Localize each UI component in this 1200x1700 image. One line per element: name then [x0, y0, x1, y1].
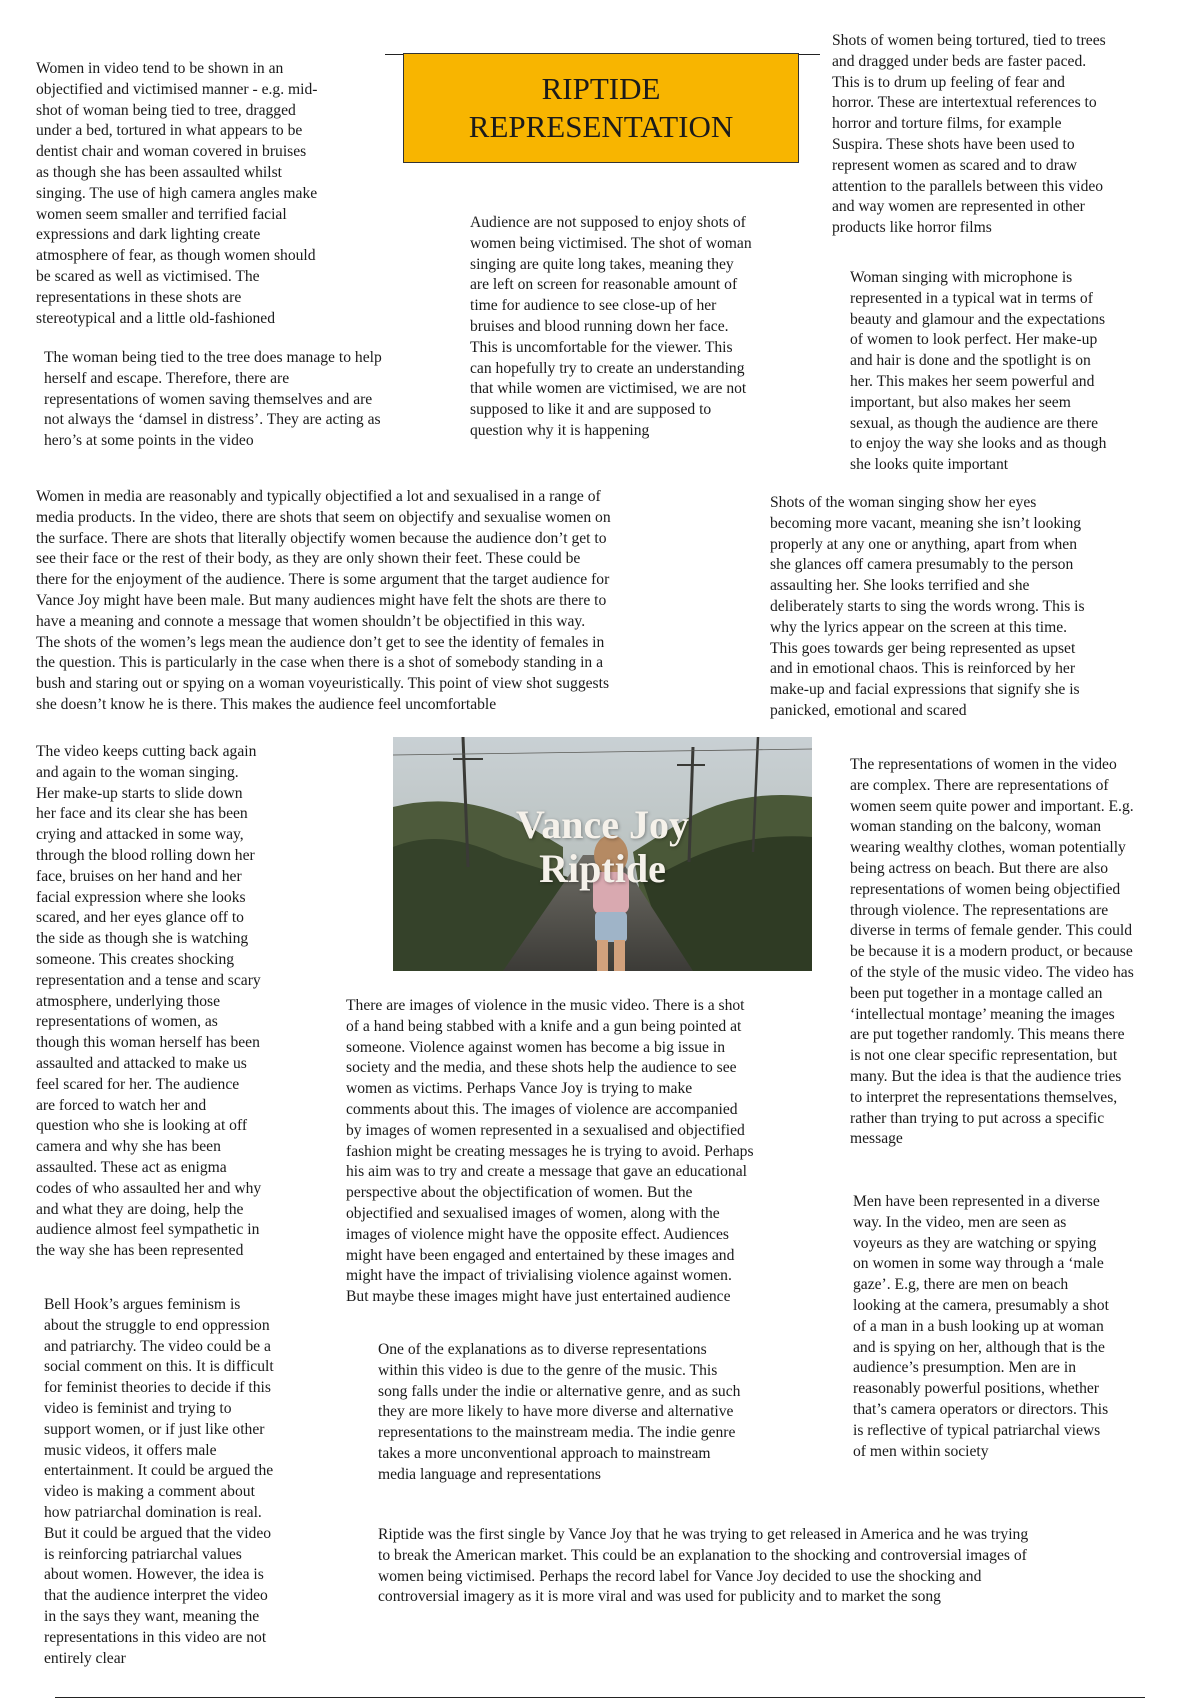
- paragraph-women-in-media: Women in media are reasonably and typically objectified a lot and sexualised in a range of media products. In the video, there are shots that seem on objectify and sexualise women on the surface. There are shots that literally objectify women because the audience don’t get to see their face or the rest of their body, as they are only shown their feet. These could be there for the enjoyment of the audience. There is some argument that the target audience for Vance Joy might have been male. But many audiences might have felt the shots are there to have a meaning and connote a message that women shouldn’t be objectified in this way. The shots of the women’s legs mean the audience don’t get to see the identity of females in the question. This is particularly in the case when there is a shot of somebody standing in a bush and staring out or spying on a woman voyeuristically. This point of view shot suggests she doesn’t know he is there. This makes the audience feel uncomfortable: [36, 488, 611, 713]
- paragraph-tree-escape: The woman being tied to the tree does manage to help herself and escape. Therefore, there are representations of women saving themselves and are not always the ‘damsel in distress’. They are acting as hero’s at some points in the video: [44, 349, 382, 450]
- paragraph-microphone: Woman singing with microphone is represented in a typical wat in terms of beauty and glamour and the expectations of women to look perfect. Her make-up and hair is done and the spotlight is on her. This makes her seem powerful and important, but also makes her seem sexual, as though the audience are there to enjoy the way she looks and as though she looks quite important: [850, 269, 1107, 474]
- paragraph-objectified-victimised: Women in video tend to be shown in an objectified and victimised manner - e.g. mid- shot of woman being tied to tree, dragged under a bed, tortured in what appears to be dentist chair and woman covered in bruises as though she has been assaulted whilst singing. The use of high camera angles make women seem smaller and terrified facial expressions and dark lighting create atmosphere of fear, as though women should be scared as well as victimised. The representations in these shots are stereotypical and a little old-fashioned: [36, 60, 318, 327]
- paragraph-vacant-eyes: Shots of the woman singing show her eyes becoming more vacant, meaning she isn’t looking properly at any one or anything, apart from when she glances off camera presumably to the person assaulting her. She looks terrified and she deliberately starts to sing the words wrong. This is why the lyrics appear on the screen at this time. This goes towards ger being represented as upset and in emotional chaos. This is reinforced by her make-up and facial expressions that signify she is panicked, emotional and scared: [770, 494, 1085, 719]
- paragraph-genre: One of the explanations as to diverse representations within this video is due to the genre of the music. This song falls under the indie or alternative genre, and as such they are more likely to have more diverse and alternative representations to the mainstream media. The indie genre takes a more unconventional approach to mainstream media language and representations: [378, 1341, 741, 1483]
- video-thumbnail: [393, 737, 812, 971]
- paragraph-bell-hooks: Bell Hook’s argues feminism is about the struggle to end oppression and patriarchy. The video could be a social comment on this. It is difficult for feminist theories to decide if this video is feminist and trying to support women, or if just like other music videos, it offers male entertainment. It could be argued the video is making a comment about how patriarchal domination is real. But it could be argued that the video is reinforcing patriarchal values about women. However, the idea is that the audience interpret the video in the says they want, meaning the representations in this video are not entirely clear: [44, 1296, 274, 1667]
- thumbnail-caption: Vance Joy Riptide: [516, 802, 689, 891]
- paragraph-complex-representations: The representations of women in the video are complex. There are representations of women seem quite power and important. E.g. woman standing on the balcony, woman wearing wealthy clothes, woman potentially being actress on beach. But there are also representations of women being objectified through violence. The representations are diverse in terms of female gender. This could be because it is a modern product, or because of the style of the music video. The video has been put together in a montage called an ‘intellectual montage’ meaning the images are put together randomly. This means there is not one clear specific representation, but many. But the idea is that the audience tries to interpret the representations themselves, rather than trying to put across a specific message: [850, 756, 1134, 1148]
- paragraph-cutting-back: The video keeps cutting back again and again to the woman singing. Her make-up starts to slide down her face and its clear she has been crying and attacked in some way, through the blood rolling down her face, bruises on her hand and her facial expression where she looks scared, and her eyes glance off to the side as though she is watching someone. This creates shocking representation and a tense and scary atmosphere, underlying those representations of women, as though this woman herself has been assaulted and attacked to make us feel scared for her. The audience are forced to watch her and question who she is looking at off camera and why she has been assaulted. These act as enigma codes of who assaulted her and why and what they are doing, help the audience almost feel sympathetic in the way she has been represented: [36, 743, 262, 1260]
- paragraph-torture-pacing: Shots of women being tortured, tied to trees and dragged under beds are faster paced. This is to drum up feeling of fear and horror. These are intertextual references to horror and torture films, for example Suspira. These shots have been used to represent women as scared and to draw attention to the parallels between this video and way women are represented in other products like horror films: [832, 32, 1106, 237]
- bottom-rule: [55, 1697, 1145, 1698]
- paragraph-men-represented: Men have been represented in a diverse way. In the video, men are seen as voyeurs as they are watching or spying on women in some way through a ‘male gaze’. E.g, there are men on beach looking at the camera, presumably a shot of a man in a bush looking up at woman and is spying on her, although that is the audience’s presumption. Men are in reasonably powerful positions, whether that’s camera operators or directors. This is reflective of typical patriarchal views of men within society: [853, 1193, 1109, 1460]
- page-title: RIPTIDE REPRESENTATION: [468, 71, 734, 144]
- paragraph-audience-enjoy: Audience are not supposed to enjoy shots of women being victimised. The shot of woman singing are quite long takes, meaning they are left on screen for reasonable amount of time for audience to see close-up of her bruises and blood running down her face. This is uncomfortable for the viewer. This can hopefully try to create an understanding that while women are victimised, we are not supposed to like it and are supposed to question why it is happening: [470, 214, 752, 439]
- paragraph-violence: There are images of violence in the music video. There is a shot of a hand being stabbed with a knife and a gun being pointed at someone. Violence against women has become a big issue in society and the media, and these shots help the audience to see women as victims. Perhaps Vance Joy is trying to make comments about this. The images of violence are accompanied by images of women represented in a sexualised and objectified fashion might be creating messages he is trying to avoid. Perhaps his aim was to try and create a message that gave an educational perspective about the objectification of women. But the objectified and sexualised images of women, along with the images of violence might have the opposite effect. Audiences might have been engaged and entertained by these images and might have the impact of trivialising violence against women. But maybe these images might have just entertained audience: [346, 997, 754, 1306]
- paragraph-first-single: Riptide was the first single by Vance Joy that he was trying to get released in America and he was trying to break the American market. This could be an explanation to the shocking and controversial images of women being victimised. Perhaps the record label for Vance Joy decided to use the shocking and controversial imagery as it is more viral and was used for publicity and to market the song: [378, 1526, 1029, 1606]
- title-box: [403, 53, 799, 163]
